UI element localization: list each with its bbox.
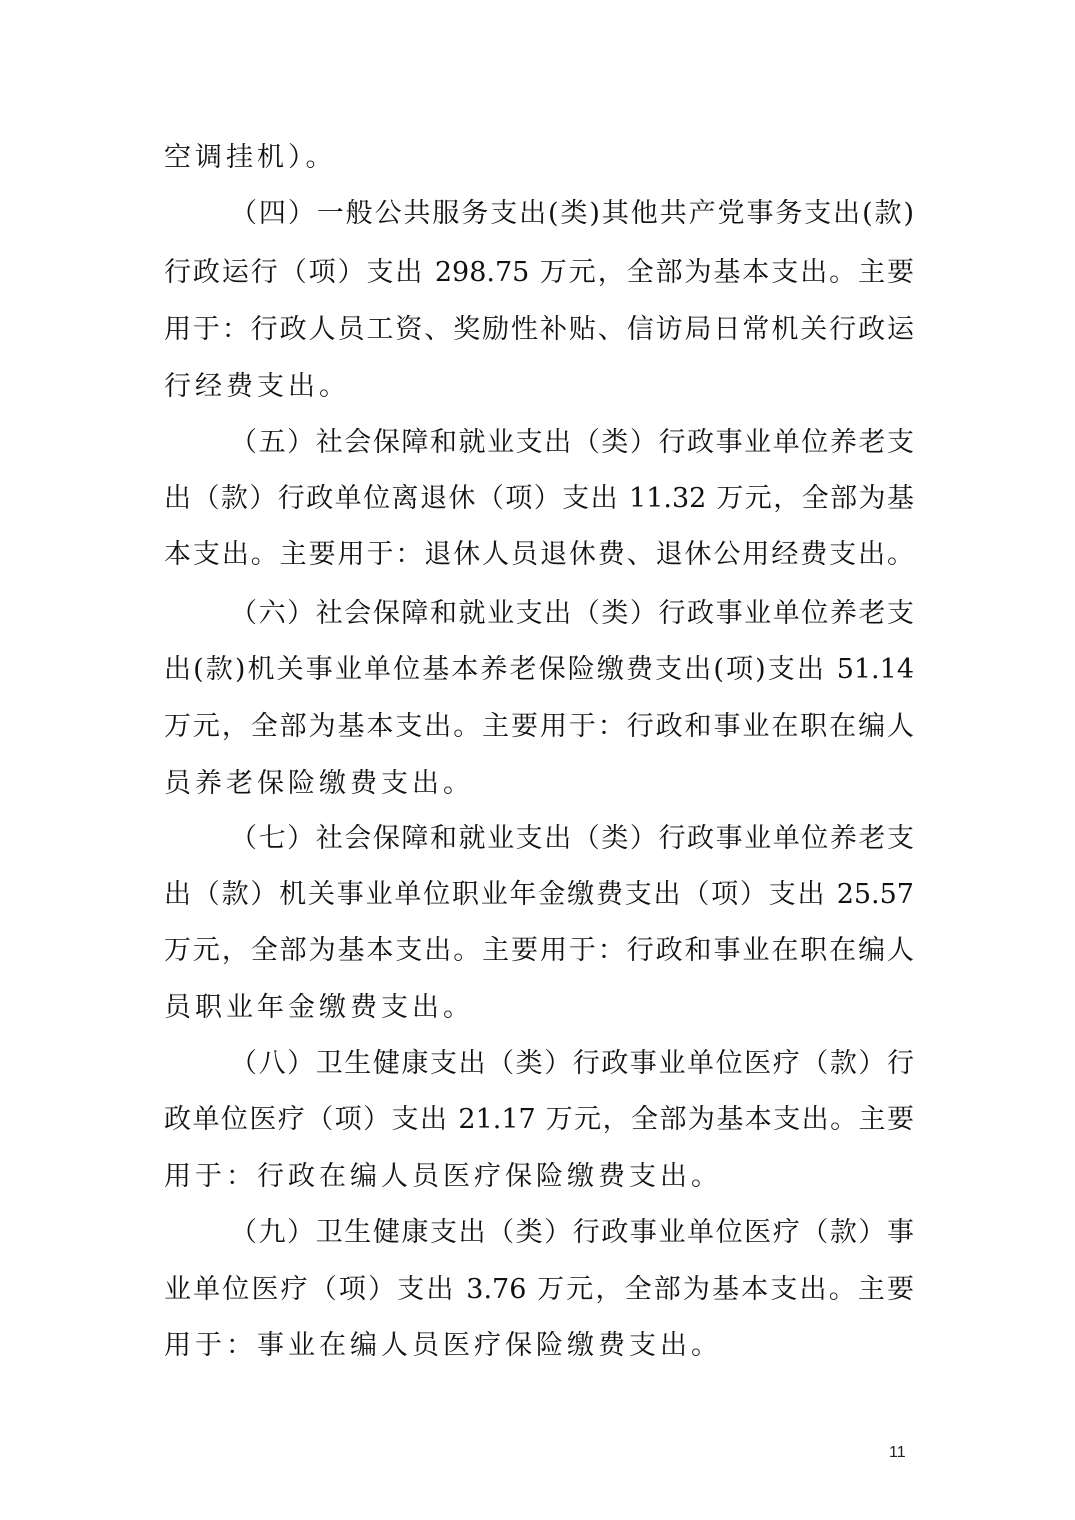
text-line-1: 空调挂机）。 [164,142,337,173]
text-line-18: 政单位医疗（项）支出 21.17 万元，全部为基本支出。主要 [164,1104,914,1135]
text-line-10: 出(款)机关事业单位基本养老保险缴费支出(项)支出 51.14 [164,654,914,685]
text-line-3: 行政运行（项）支出 298.75 万元，全部为基本支出。主要 [164,257,914,288]
text-line-21: 业单位医疗（项）支出 3.76 万元，全部为基本支出。主要 [164,1274,914,1305]
text-line-8: 本支出。主要用于：退休人员退休费、退休公用经费支出。 [164,539,914,570]
text-line-7: 出（款）行政单位离退休（项）支出 11.32 万元，全部为基 [164,483,914,514]
text-line-6: （五）社会保障和就业支出（类）行政事业单位养老支 [230,427,914,458]
text-line-20: （九）卫生健康支出（类）行政事业单位医疗（款）事 [230,1217,914,1248]
page-number: 11 [889,1444,906,1461]
text-line-19: 用于：行政在编人员医疗保险缴费支出。 [164,1161,722,1192]
text-line-4: 用于：行政人员工资、奖励性补贴、信访局日常机关行政运 [164,314,914,345]
text-line-5: 行经费支出。 [164,371,350,402]
text-line-12: 员养老保险缴费支出。 [164,768,474,799]
text-line-9: （六）社会保障和就业支出（类）行政事业单位养老支 [230,598,914,629]
text-line-16: 员职业年金缴费支出。 [164,992,474,1023]
text-line-11: 万元，全部为基本支出。主要用于：行政和事业在职在编人 [164,711,914,742]
text-line-13: （七）社会保障和就业支出（类）行政事业单位养老支 [230,823,914,854]
text-line-14: 出（款）机关事业单位职业年金缴费支出（项）支出 25.57 [164,879,914,910]
text-line-2: （四）一般公共服务支出(类)其他共产党事务支出(款) [230,198,914,229]
text-line-17: （八）卫生健康支出（类）行政事业单位医疗（款）行 [230,1048,914,1079]
text-line-22: 用于：事业在编人员医疗保险缴费支出。 [164,1330,722,1361]
text-line-15: 万元，全部为基本支出。主要用于：行政和事业在职在编人 [164,935,914,966]
